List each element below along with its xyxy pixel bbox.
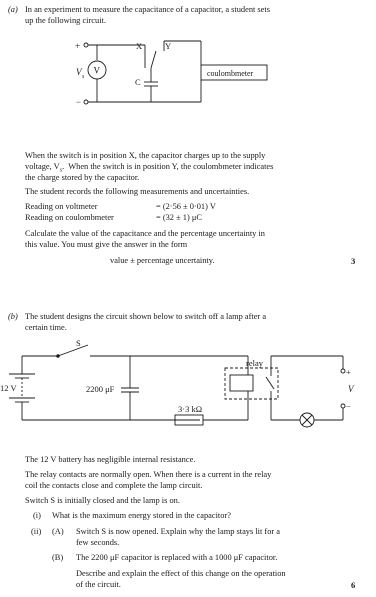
relay-contacts <box>266 377 274 389</box>
minus-sign: − <box>76 97 82 107</box>
output-positive-terminal <box>341 369 345 373</box>
part-a-calc-line-2: this value. You must give the answer in the form <box>25 240 188 249</box>
reading-voltmeter-label: Reading on voltmeter <box>25 202 98 211</box>
coulombmeter-label: coulombmeter <box>207 69 254 78</box>
output-voltage-label: V <box>348 384 354 394</box>
supply-voltage-subscript: s <box>82 74 85 80</box>
reading-coulombmeter-value: = (32 ± 1) μC <box>156 213 202 222</box>
relay-label: relay <box>246 358 263 368</box>
part-b-marks: 6 <box>351 580 356 590</box>
part-b-para-2-line-1: The relay contacts are normally open. When there is a current in the relay <box>25 470 272 479</box>
question-b-line-1: The 2200 μF capacitor is replaced with a 1000 μF capacitor. <box>76 553 278 562</box>
output-plus-sign: + <box>346 367 351 377</box>
output-minus-sign: − <box>346 401 351 411</box>
reading-voltmeter-value: = (2·56 ± 0·01) V <box>156 202 216 211</box>
switch-s-lever <box>58 345 88 356</box>
supply-voltage-symbol: V <box>76 67 82 77</box>
vs-subscript: s <box>59 167 63 174</box>
question-ii-number: (ii) <box>31 527 42 536</box>
voltmeter-label: V <box>93 65 100 76</box>
part-a-records: The student records the following measurements and uncertainties. <box>25 187 250 196</box>
question-b-number: (B) <box>52 553 64 562</box>
part-b-para-3: Switch S is initially closed and the lamp is on. <box>25 496 180 505</box>
question-a-line-2: few seconds. <box>76 538 120 547</box>
question-b-line-2: Describe and explain the effect of this change on the operation <box>76 569 286 578</box>
part-a-desc-line-2: voltage, $V_s$. When the switch is in position Y, the coulombmeter indicates <box>25 162 274 174</box>
part-a-intro-line-1: In an experiment to measure the capacitance of a capacitor, a student sets <box>25 5 270 14</box>
part-b-label: (b) <box>8 312 18 321</box>
part-b-intro-line-2: certain time. <box>25 323 67 332</box>
relay-coil <box>230 375 253 391</box>
switch-position-y: Y <box>165 41 172 51</box>
resistor-label: 3·3 kΩ <box>178 404 203 414</box>
plus-sign: + <box>75 41 81 51</box>
switch-position-x: X <box>136 41 143 51</box>
switch-lever <box>151 51 156 68</box>
question-i-text: What is the maximum energy stored in the capacitor? <box>52 511 231 520</box>
question-a-number: (A) <box>52 527 64 536</box>
capacitor-measurement-circuit <box>40 28 330 140</box>
answer-form: value ± percentage uncertainty. <box>110 256 215 265</box>
part-a-desc-line-3: the charge stored by the capacitor. <box>25 173 140 182</box>
part-a-desc-line-1: When the switch is in position X, the capacitor charges up to the supply <box>25 151 266 160</box>
question-b-line-3: of the circuit. <box>76 580 121 589</box>
part-b-para-1: The 12 V battery has negligible internal resistance. <box>25 455 196 464</box>
part-a-label: (a) <box>8 5 18 14</box>
battery-label: 12 V <box>0 383 17 393</box>
lamp-timer-circuit <box>0 334 376 444</box>
positive-terminal <box>84 43 88 47</box>
question-a-line-1: Switch S is now opened. Explain why the lamp stays lit for a <box>76 527 280 536</box>
reading-coulombmeter-label: Reading on coulombmeter <box>25 213 114 222</box>
switch-s-label: S <box>76 338 81 348</box>
capacitor-2200-label: 2200 μF <box>86 384 115 394</box>
output-negative-terminal <box>341 404 345 408</box>
part-a-calc-line-1: Calculate the value of the capacitance and the percentage uncertainty in <box>25 229 265 238</box>
part-b-intro-line-1: The student designs the circuit shown below to switch off a lamp after a <box>25 312 267 321</box>
part-b-para-2-line-2: coil the contacts close and complete the lamp circuit. <box>25 481 203 490</box>
capacitor-label: C <box>135 77 141 87</box>
part-a-marks: 3 <box>351 256 356 266</box>
question-i-number: (i) <box>33 511 41 520</box>
part-a-intro-line-2: up the following circuit. <box>25 16 106 25</box>
negative-terminal <box>84 100 88 104</box>
